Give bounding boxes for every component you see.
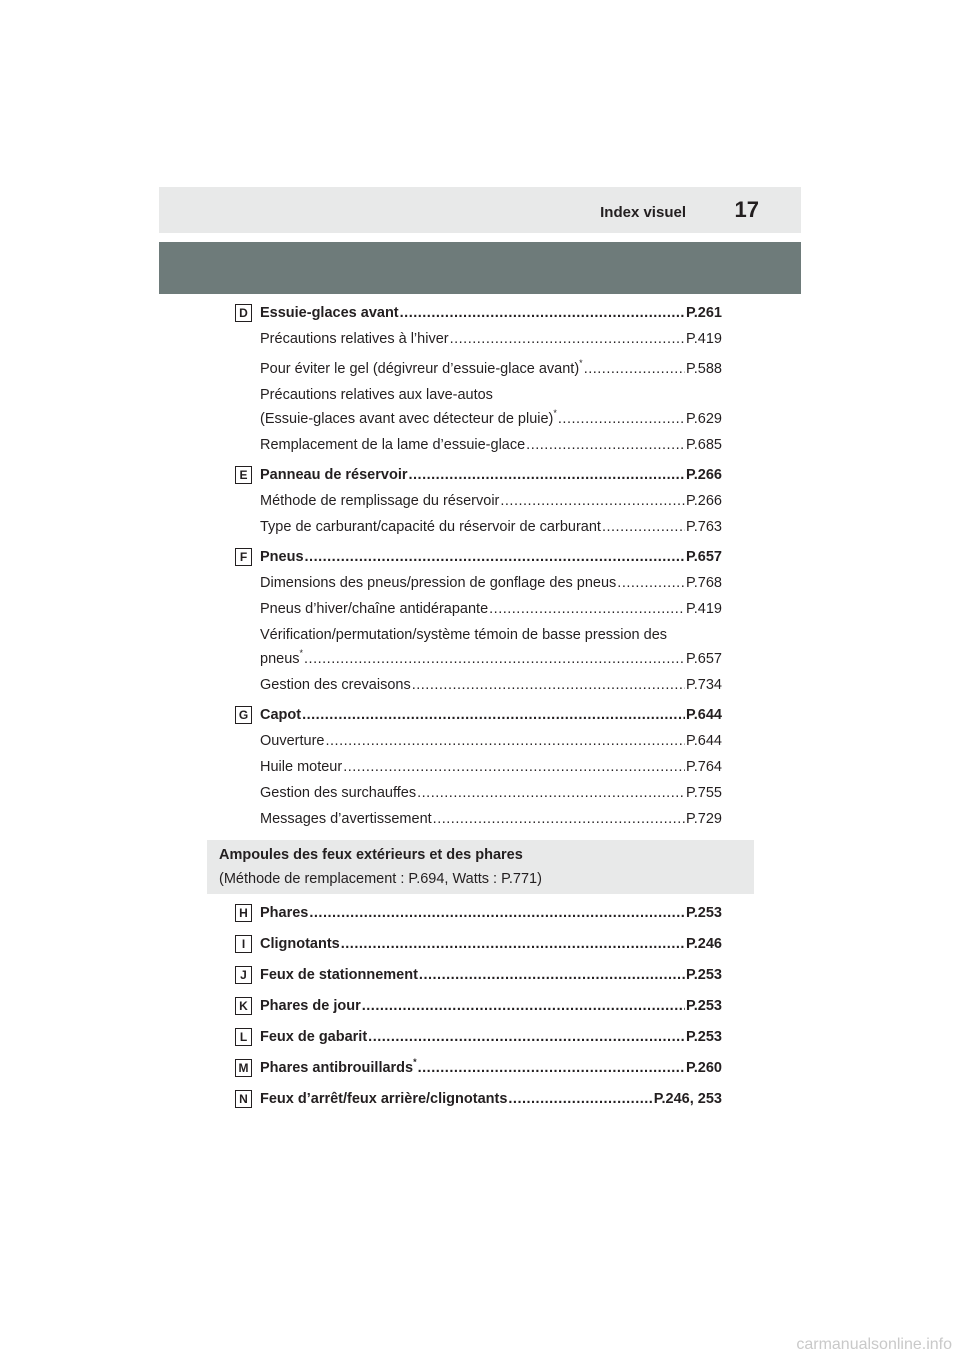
watermark: carmanualsonline.info — [796, 1336, 952, 1353]
entry-label: Pneus d’hiver/chaîne antidérapante — [260, 601, 489, 617]
asterisk: * — [299, 648, 304, 659]
entry-page: P.764 — [685, 759, 722, 775]
entry-label: (Essuie-glaces avant avec détecteur de pluie) — [260, 411, 554, 427]
entry-page: P.588 — [685, 361, 722, 377]
entry-page: P.260 — [685, 1060, 722, 1076]
entry-page: P.419 — [685, 331, 722, 347]
entry-label: Remplacement de la lame d’essuie-glace — [260, 437, 526, 453]
index-entry-sub[interactable] — [260, 328, 722, 350]
entry-page: P.734 — [685, 677, 722, 693]
index-entry-sub[interactable] — [260, 808, 722, 830]
callout-letter-m: M — [235, 1059, 252, 1077]
callout-letter-e: E — [235, 466, 252, 484]
index-entry-sub[interactable] — [260, 358, 722, 380]
entry-label: Phares antibrouillards — [260, 1060, 414, 1076]
index-entry-sub[interactable] — [260, 516, 722, 538]
entry-label: Pour éviter le gel (dégivreur d’essuie-glace avant) — [260, 361, 580, 377]
asterisk: * — [553, 408, 557, 419]
callout-letter-k: K — [235, 997, 252, 1015]
index-entry-sub[interactable] — [260, 674, 722, 696]
page-number: 17 — [734, 197, 759, 222]
index-entry-sub[interactable] — [260, 756, 722, 778]
entry-label: Feux de gabarit — [260, 1029, 368, 1045]
index-entry-main[interactable] — [260, 1088, 722, 1110]
entry-page: P.644 — [685, 733, 722, 749]
callout-letter-g: G — [235, 706, 252, 724]
entry-label: Pneus — [260, 549, 304, 565]
entry-label: Type de carburant/capacité du réservoir de carburant — [260, 519, 601, 535]
entry-label: Feux d’arrêt/feux arrière/clignotants — [260, 1091, 508, 1107]
entry-label: Méthode de remplissage du réservoir — [260, 493, 500, 509]
index-entry-main[interactable] — [260, 964, 722, 986]
entry-page: P.266 — [685, 467, 722, 483]
index-entry-main[interactable] — [260, 933, 722, 955]
index-entry-sub[interactable] — [260, 572, 722, 594]
entry-label: Ouverture — [260, 733, 325, 749]
asterisk: * — [413, 1057, 417, 1068]
header-title: Index visuel — [600, 204, 686, 221]
entry-page: P.657 — [685, 651, 722, 667]
index-entry-main[interactable] — [260, 464, 722, 486]
index-entry-main[interactable] — [260, 704, 722, 726]
entry-label: Capot — [260, 707, 302, 723]
index-entry-sub[interactable] — [260, 730, 722, 752]
index-entry-main[interactable] — [260, 546, 722, 568]
entry-page: P.768 — [685, 575, 722, 591]
index-entry-sub[interactable] — [260, 598, 722, 620]
entry-page: P.253 — [685, 967, 722, 983]
callout-letter-h: H — [235, 904, 252, 922]
index-entry-sub[interactable] — [260, 648, 722, 670]
callout-letter-d: D — [235, 304, 252, 322]
entry-page: P.261 — [685, 305, 722, 321]
entry-page: P.755 — [685, 785, 722, 801]
index-entry-sub[interactable] — [260, 782, 722, 804]
entry-label-line1: Vérification/permutation/système témoin de basse pression des — [260, 627, 668, 643]
entry-page: P.253 — [685, 998, 722, 1014]
callout-letter-n: N — [235, 1090, 252, 1108]
entry-label: Huile moteur — [260, 759, 343, 775]
entry-label: Messages d’avertissement — [260, 811, 432, 827]
entry-page: P.419 — [685, 601, 722, 617]
entry-page: P.266 — [685, 493, 722, 509]
entry-page: P.729 — [685, 811, 722, 827]
callout-subtitle: (Méthode de remplacement : P.694, Watts : P.771) — [219, 871, 542, 887]
entry-label: Feux de stationnement — [260, 967, 418, 983]
entry-page: P.246, 253 — [653, 1091, 722, 1107]
callout-letter-j: J — [235, 966, 252, 984]
index-entry-sub[interactable] — [260, 434, 722, 456]
entry-page: P.763 — [685, 519, 722, 535]
callout-letter-f: F — [235, 548, 252, 566]
entry-label-line1: Précautions relatives aux lave-autos — [260, 387, 493, 403]
index-entry-main[interactable] — [260, 302, 722, 324]
callout-title: Ampoules des feux extérieurs et des phares — [219, 847, 523, 863]
bulbs-callout — [207, 840, 754, 894]
index-entry-sub[interactable] — [260, 408, 722, 430]
callout-letter-i: I — [235, 935, 252, 953]
index-entry-main[interactable] — [260, 1026, 722, 1048]
entry-label: Phares — [260, 905, 309, 921]
entry-label: Gestion des surchauffes — [260, 785, 417, 801]
index-entry-sub[interactable] — [260, 490, 722, 512]
entry-page: P.629 — [685, 411, 722, 427]
callout-letter-l: L — [235, 1028, 252, 1046]
asterisk: * — [579, 358, 583, 369]
entry-page: P.644 — [685, 707, 722, 723]
entry-label: Essuie-glaces avant — [260, 305, 399, 321]
entry-label: Gestion des crevaisons — [260, 677, 411, 693]
entry-label: Dimensions des pneus/pression de gonflage des pneus — [260, 575, 617, 591]
entry-label: Précautions relatives à l’hiver — [260, 331, 449, 347]
entry-label: pneus — [260, 651, 300, 667]
index-entry-main[interactable] — [260, 1057, 722, 1079]
entry-label: Phares de jour — [260, 998, 361, 1014]
entry-label: Panneau de réservoir — [260, 467, 408, 483]
entry-page: P.685 — [685, 437, 722, 453]
entry-page: P.253 — [685, 905, 722, 921]
entry-label: Clignotants — [260, 936, 340, 952]
index-entry-main[interactable] — [260, 902, 722, 924]
entry-page: P.657 — [685, 549, 722, 565]
entry-page: P.246 — [685, 936, 722, 952]
entry-page: P.253 — [685, 1029, 722, 1045]
index-entry-main[interactable] — [260, 995, 722, 1017]
